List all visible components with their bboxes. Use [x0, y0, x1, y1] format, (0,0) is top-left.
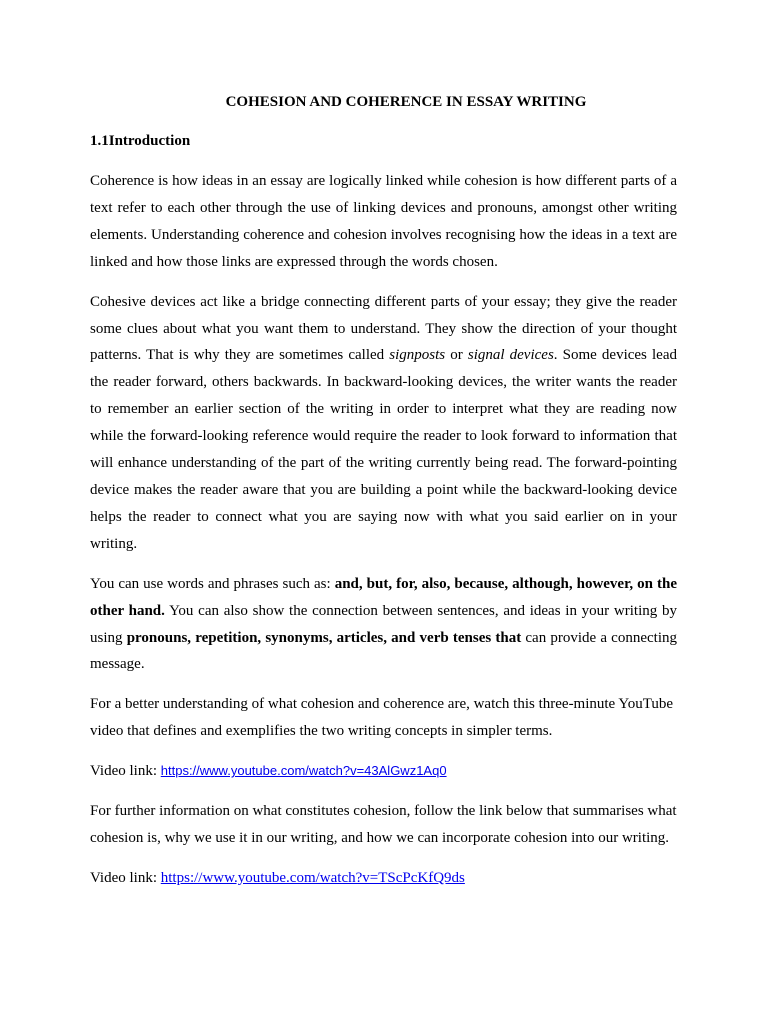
- paragraph-linking-words: [90, 571, 677, 679]
- paragraph-text: can provide a connecting message.: [90, 629, 677, 673]
- italic-term-signal-devices: signal devices: [467, 347, 554, 364]
- video-link-line-2: [90, 865, 677, 892]
- document-title: COHESION AND COHERENCE IN ESSAY WRITING: [225, 94, 587, 110]
- video-link-line-1: [90, 758, 677, 785]
- paragraph-text: . Some devices lead the reader forward, others backwards. In backward-looking devices, the writer wants the reader to remember an earlier section of the writing in order to interpret what they are reading now while the forward-looking reference would require the reader to look forward to information that will enhance understanding of the part of the writing currently being read. The forward-pointing device makes the reader aware that you are building a point while the backward-looking device helps the reader to connect what you are saying now with what you said earlier on in your writing.: [90, 347, 677, 552]
- video-link-label: Video link:: [90, 763, 161, 780]
- video-link-label: Video link:: [90, 869, 161, 886]
- paragraph-cohesive-devices: [90, 289, 677, 558]
- italic-term-signposts: signposts: [389, 347, 446, 364]
- youtube-link-2[interactable]: https://www.youtube.com/watch?v=TScPcKfQ9ds: [160, 869, 465, 886]
- paragraph-further-info: For further information on what constitutes cohesion, follow the link below that summarises what cohesion is, why we use it in our writing, and how we can incorporate cohesion into our writing.: [90, 803, 677, 846]
- bold-linking-words: and, but, for, also, because, although, however, on the other hand.: [90, 575, 677, 619]
- youtube-link-1[interactable]: https://www.youtube.com/watch?v=43AlGwz1Aq0: [160, 763, 447, 779]
- paragraph-coherence-definition: Coherence is how ideas in an essay are logically linked while cohesion is how different parts of a text refer to each other through the use of linking devices and pronouns, amongst other writing elements. Understanding coherence and cohesion involves recognising how the ideas in a text are linked and how those links are expressed through the words chosen.: [90, 173, 677, 270]
- paragraph-text: or: [445, 347, 468, 364]
- section-heading: 1.1Introduction: [90, 133, 191, 149]
- paragraph-text: You can also show the connection between sentences, and ideas in your writing by using: [90, 602, 677, 646]
- bold-cohesion-tools: pronouns, repetition, synonyms, articles, and verb tenses that: [126, 629, 522, 646]
- paragraph-video-intro: For a better understanding of what cohesion and coherence are, watch this three-minute YouTube video that defines and exemplifies the two writing concepts in simpler terms.: [90, 696, 674, 740]
- paragraph-text: Cohesive devices act like a bridge connecting different parts of your essay; they give the reader some clues about what you want them to understand. They show the direction of your thought patterns. That is why they are sometimes called: [90, 293, 677, 364]
- document-body: [90, 90, 677, 905]
- paragraph-text: You can use words and phrases such as:: [90, 575, 335, 592]
